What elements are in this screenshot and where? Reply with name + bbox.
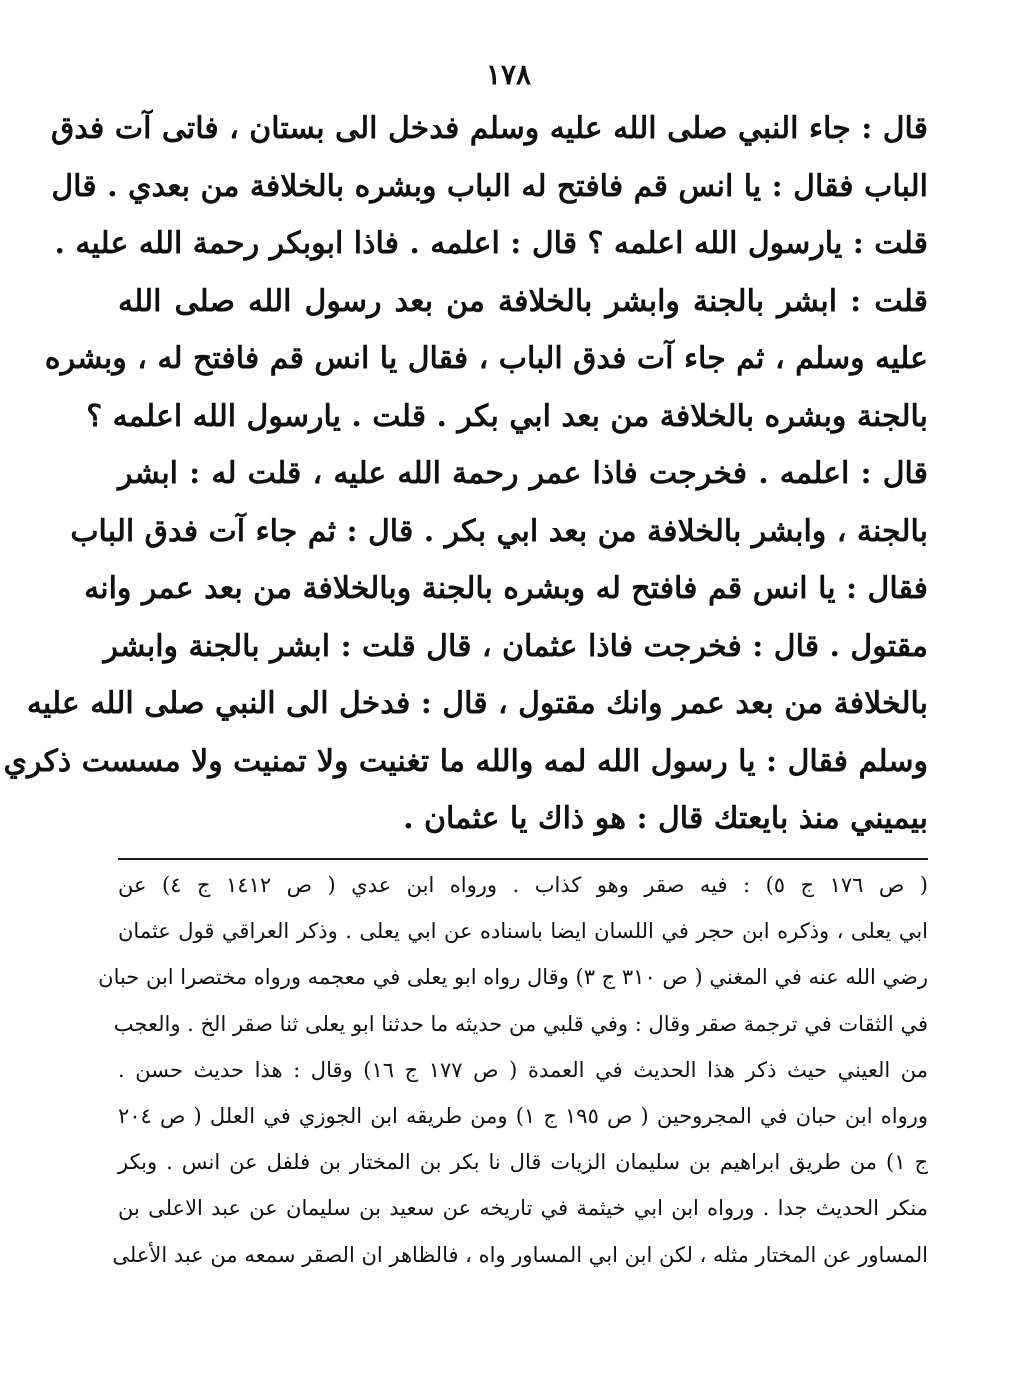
main-text-line: الباب فقال : يا انس قم فافتح له الباب وبشره بالخلافة من بعدي . قال — [51, 168, 928, 204]
main-text-line: عليه وسلم ، ثم جاء آت فدق الباب ، فقال يا انس قم فافتح له ، وبشره — [44, 341, 928, 376]
main-text-line: قال : جاء النبي صلى الله عليه وسلم فدخل الى بستان ، فاتى آت فدق — [51, 111, 928, 146]
main-text-line: قال : اعلمه . فخرجت فاذا عمر رحمة الله عليه ، قلت له : ابشر — [118, 456, 928, 491]
footnote-separator-rule — [118, 858, 928, 860]
main-text-line: قلت : يارسول الله اعلمه ؟ قال : اعلمه . فاذا ابوبكر رحمة الله عليه . — [54, 226, 928, 261]
footnote-block — [98, 862, 929, 1278]
footnote-line: رضي الله عنه في المغني ( ص ٣١٠ ج ٣) وقال رواه ابو يعلى في معجمه ورواه مختصرا ابن حبان — [98, 965, 928, 990]
main-text-line: قلت : ابشر بالجنة وابشر بالخلافة من بعد رسول الله صلى الله — [118, 283, 928, 319]
footnote-line: ج ١) من طريق ابراهيم بن سليمان الزيات قال نا بكر بن المختار بن فلفل عن انس . وبكر — [118, 1150, 929, 1175]
footnote-line: ( ص ١٧٦ ج ٥) : فيه صقر وهو كذاب . ورواه ابن عدي ( ص ١٤١٢ ج ٤) عن — [118, 873, 928, 897]
footnote-line: ورواه ابن حبان في المجروحين ( ص ١٩٥ ج ١) ومن طريقه ابن الجوزي في العلل ( ص ٢٠٤ — [118, 1103, 928, 1128]
main-text-line: بالخلافة من بعد عمر وانك مقتول ، قال : فدخل الى النبي صلى الله عليه — [26, 686, 928, 721]
footnote-line: منكر الحديث جدا . ورواه ابن ابي خيثمة في تاريخه عن سعيد بن سليمان عن عبد الاعلى بن — [118, 1196, 928, 1221]
main-text-line: مقتول . قال : فخرجت فاذا عثمان ، قال قلت : ابشر بالجنة وابشر — [103, 628, 928, 664]
main-text-line: وسلم فقال : يا رسول الله لمه والله ما تغنيت ولا تمنيت ولا مسست ذكري — [3, 743, 928, 779]
page-number: ١٧٨ — [485, 58, 532, 91]
footnote-line: المساور عن المختار مثله ، لكن ابن ابي المساور واه ، فالظاهر ان الصقر سمعه من عبد الأعلى — [112, 1242, 928, 1267]
main-text-line: فقال : يا انس قم فافتح له وبشره بالجنة وبالخلافة من بعد عمر وانه — [84, 571, 928, 606]
main-text-body — [3, 100, 928, 848]
footnote-line: في الثقات في ترجمة صقر وقال : وفي قلبي من حديثه ما حدثنا ابو يعلى ثنا صقر الخ . والعجب — [113, 1011, 928, 1036]
main-text-line: بالجنة وبشره بالخلافة من بعد ابي بكر . قلت . يارسول الله اعلمه ؟ — [86, 398, 928, 434]
footnote-line: ابي يعلى ، وذكره ابن حجر في اللسان ايضا باسناده عن ابي يعلى . وذكر العراقي قول عثمان — [118, 919, 928, 944]
main-text-line: بيميني منذ بايعتك قال : هو ذاك يا عثمان . — [403, 801, 928, 836]
main-text-line: بالجنة ، وابشر بالخلافة من بعد ابي بكر . قال : ثم جاء آت فدق الباب — [70, 513, 928, 549]
footnote-line: من العيني حيث ذكر هذا الحديث في العمدة ( ص ١٧٧ ج ١٦) وقال : هذا حديث حسن . — [118, 1057, 929, 1082]
